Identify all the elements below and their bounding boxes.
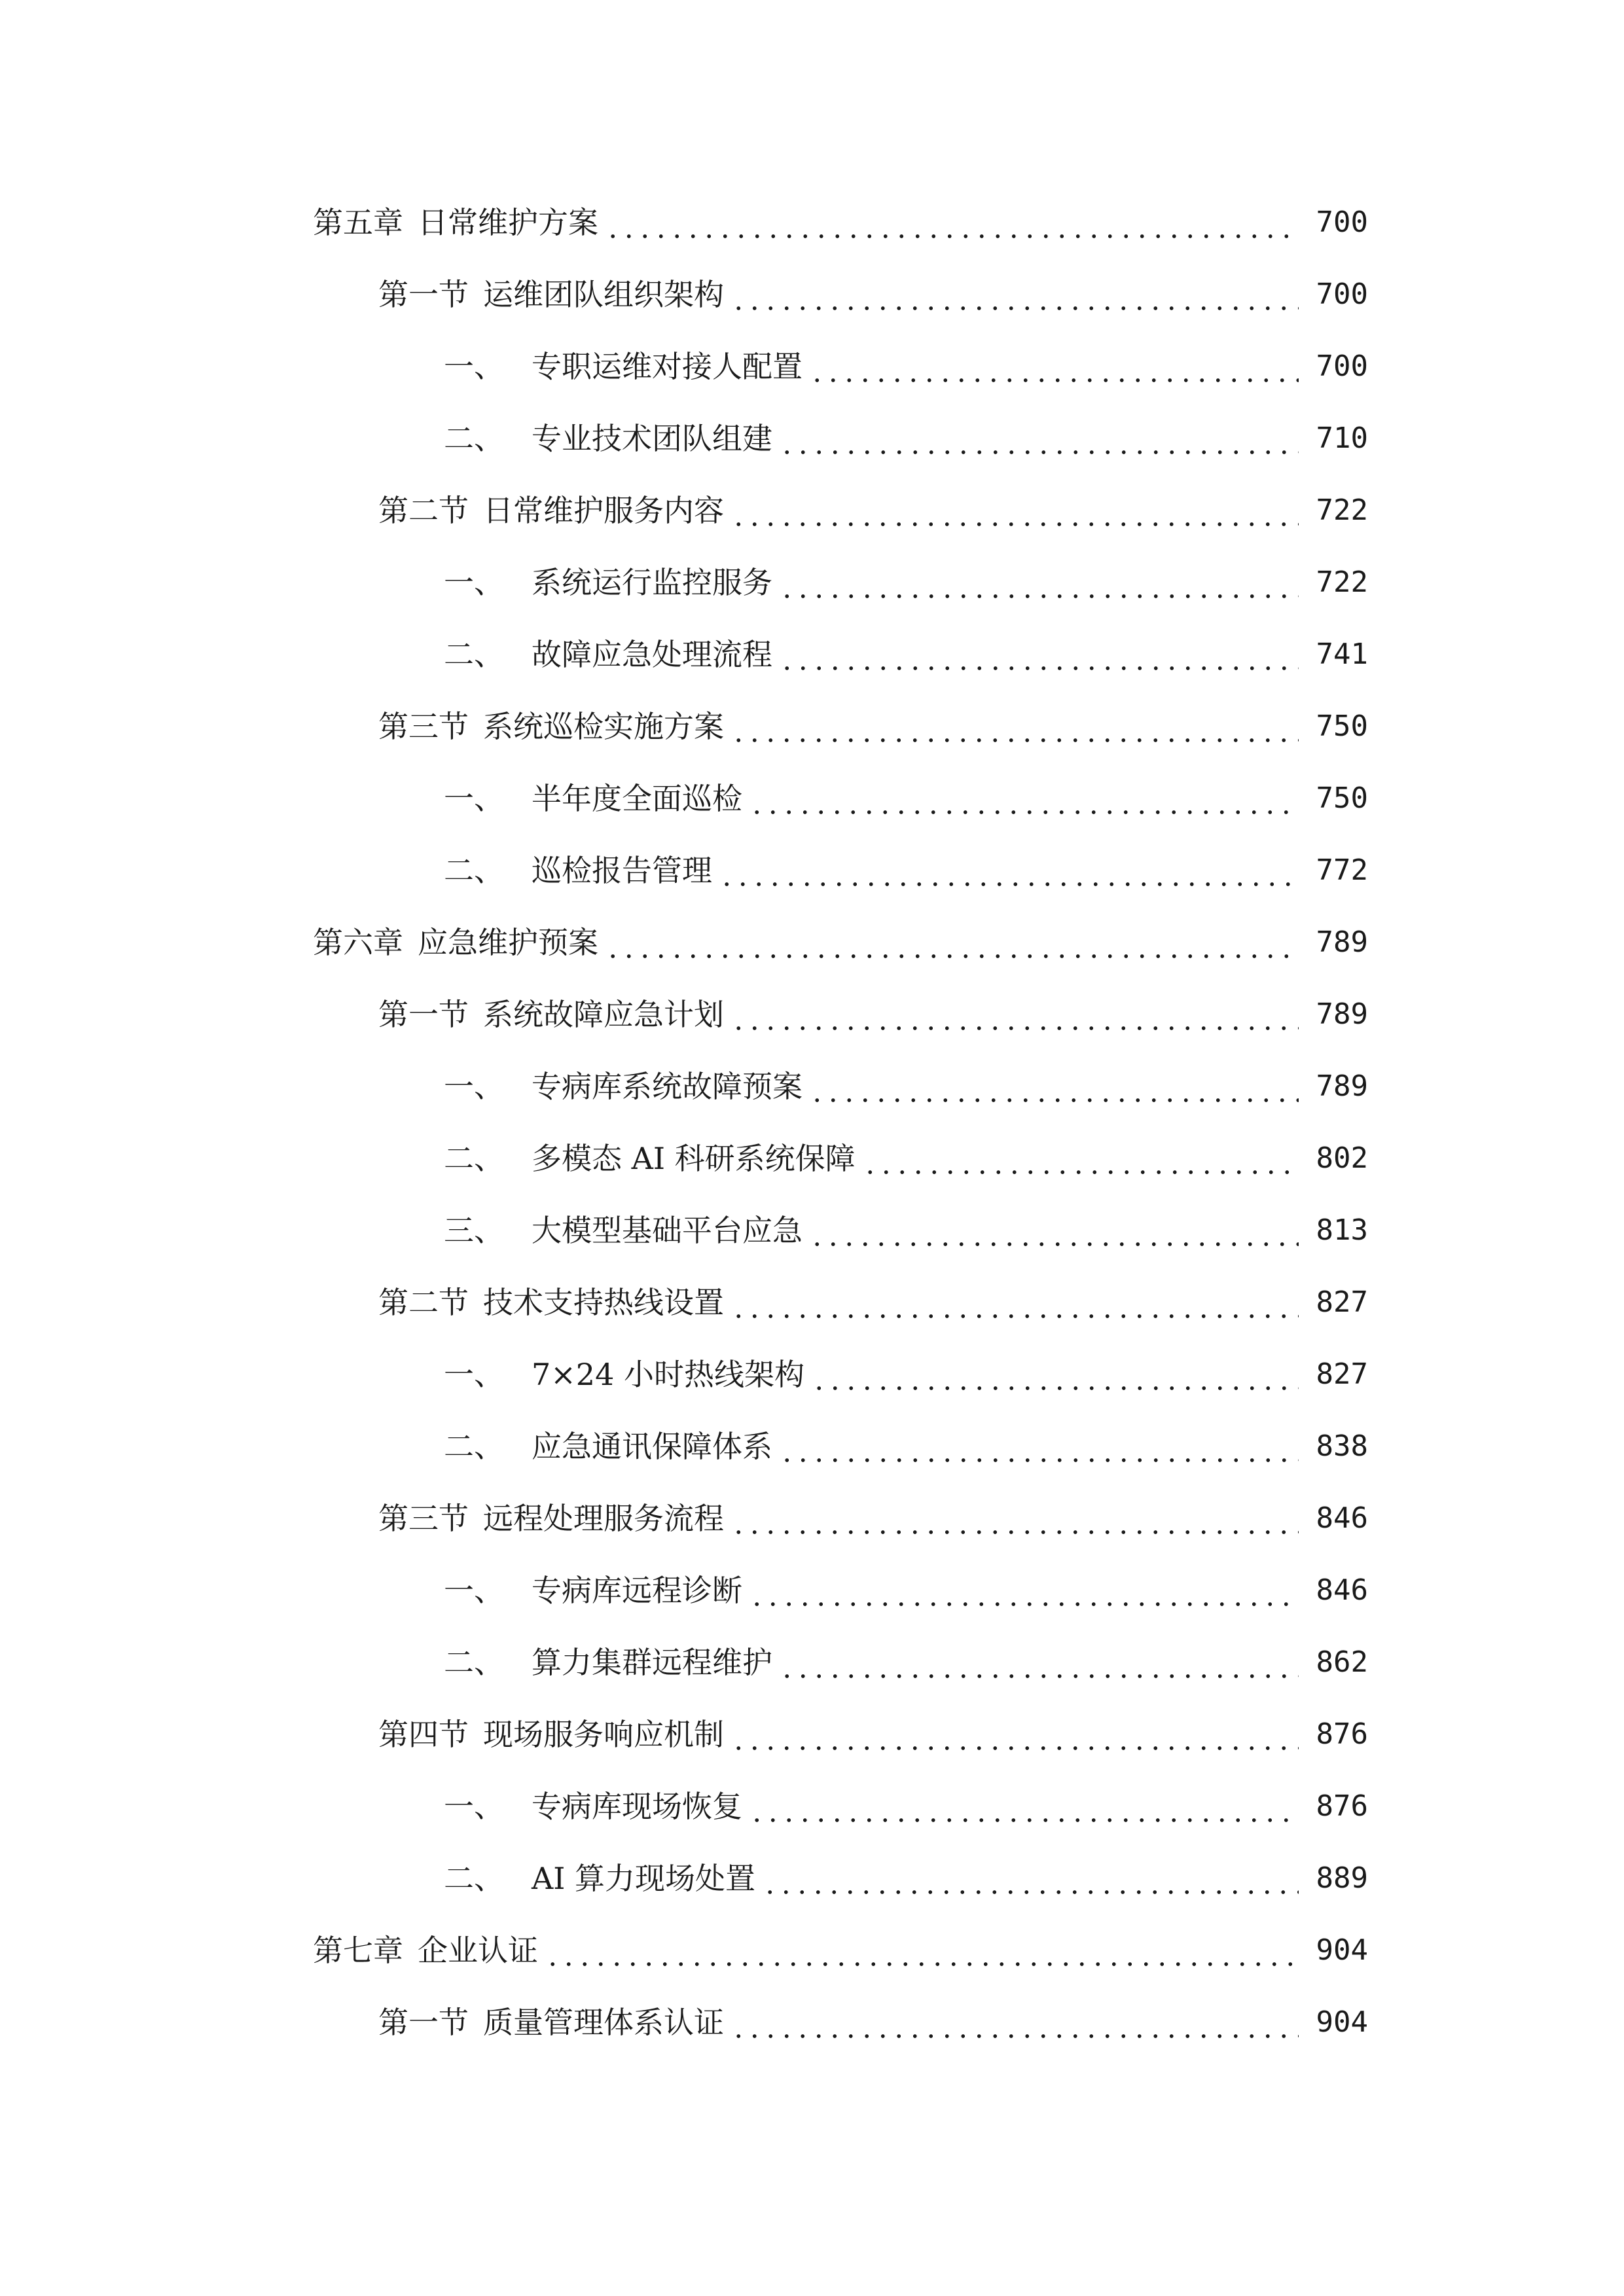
toc-entry-label bbox=[444, 1348, 804, 1401]
toc-entry-title: 巡检报告管理 bbox=[532, 853, 712, 888]
toc-entry-title: AI 算力现场处置 bbox=[532, 1861, 756, 1896]
toc-entry-number: 第六章 bbox=[313, 925, 403, 960]
toc-entry-number: 二、 bbox=[444, 1141, 504, 1176]
toc-entry-title: 专病库现场恢复 bbox=[532, 1789, 742, 1824]
toc-entry-page: 710 bbox=[1316, 422, 1368, 455]
toc-entry-number: 二、 bbox=[444, 1429, 504, 1464]
toc-entry-page: 827 bbox=[1316, 1357, 1368, 1391]
toc-entry-title: 7×24 小时热线架构 bbox=[532, 1357, 804, 1392]
toc-entry-title: 企业认证 bbox=[418, 1933, 538, 1968]
toc-entry-page: 750 bbox=[1316, 781, 1368, 815]
toc-entry-number: 第一节 bbox=[378, 997, 469, 1032]
toc-entry-subsection[interactable] bbox=[444, 556, 1368, 609]
toc-entry-subsection[interactable] bbox=[444, 412, 1368, 465]
toc-entry-section[interactable] bbox=[378, 268, 1368, 321]
toc-entry-label bbox=[444, 1780, 742, 1833]
toc-entry-label bbox=[444, 1636, 772, 1689]
toc-entry-chapter[interactable] bbox=[313, 1924, 1368, 1977]
toc-entry-title: 远程处理服务流程 bbox=[483, 1501, 724, 1536]
toc-entry-subsection[interactable] bbox=[444, 844, 1368, 897]
toc-entry-number: 第一节 bbox=[378, 277, 469, 312]
toc-entry-subsection[interactable] bbox=[444, 1204, 1368, 1257]
toc-entry-label bbox=[378, 1996, 724, 2049]
dot-leader bbox=[719, 844, 1299, 897]
dot-leader bbox=[731, 1492, 1299, 1545]
toc-entry-number: 二、 bbox=[444, 421, 504, 456]
toc-entry-subsection[interactable] bbox=[444, 1132, 1368, 1185]
toc-entry-title: 大模型基础平台应急 bbox=[532, 1213, 803, 1248]
toc-entry-number: 第四节 bbox=[378, 1717, 469, 1752]
toc-entry-title: 现场服务响应机制 bbox=[483, 1717, 724, 1752]
toc-entry-number: 二、 bbox=[444, 853, 504, 888]
toc-entry-page: 789 bbox=[1316, 925, 1368, 959]
toc-entry-number: 一、 bbox=[444, 781, 504, 816]
toc-entry-label bbox=[444, 340, 803, 393]
dot-leader bbox=[779, 628, 1299, 681]
toc-entry-section[interactable] bbox=[378, 1276, 1368, 1329]
toc-entry-section[interactable] bbox=[378, 1492, 1368, 1545]
toc-entry-page: 904 bbox=[1316, 2005, 1368, 2039]
toc-entry-page: 846 bbox=[1316, 1501, 1368, 1535]
dot-leader bbox=[749, 1780, 1299, 1833]
toc-entry-page: 813 bbox=[1316, 1213, 1368, 1247]
dot-leader bbox=[731, 484, 1299, 537]
toc-entry-label bbox=[378, 1708, 724, 1761]
toc-entry-title: 算力集群远程维护 bbox=[532, 1645, 772, 1680]
toc-entry-subsection[interactable] bbox=[444, 1636, 1368, 1689]
toc-entry-number: 一、 bbox=[444, 1069, 504, 1104]
toc-entry-label bbox=[378, 1276, 724, 1329]
toc-entry-label bbox=[444, 628, 772, 681]
dot-leader bbox=[731, 700, 1299, 753]
toc-entry-title: 系统故障应急计划 bbox=[483, 997, 724, 1032]
toc-entry-title: 系统运行监控服务 bbox=[532, 565, 772, 600]
toc-entry-subsection[interactable] bbox=[444, 1348, 1368, 1401]
dot-leader bbox=[779, 412, 1299, 465]
toc-entry-page: 889 bbox=[1316, 1861, 1368, 1895]
toc-entry-subsection[interactable] bbox=[444, 772, 1368, 825]
toc-entry-label bbox=[444, 1852, 755, 1905]
toc-entry-title: 应急通讯保障体系 bbox=[532, 1429, 772, 1464]
toc-entry-page: 741 bbox=[1316, 637, 1368, 671]
toc-entry-section[interactable] bbox=[378, 988, 1368, 1041]
toc-entry-label bbox=[444, 772, 742, 825]
toc-entry-title: 应急维护预案 bbox=[418, 925, 598, 960]
toc-entry-page: 789 bbox=[1316, 1069, 1368, 1103]
toc-entry-label bbox=[444, 1060, 803, 1113]
dot-leader bbox=[809, 1204, 1299, 1257]
dot-leader bbox=[862, 1132, 1299, 1185]
toc-entry-page: 802 bbox=[1316, 1141, 1368, 1175]
toc-entry-page: 838 bbox=[1316, 1429, 1368, 1463]
dot-leader bbox=[779, 1420, 1299, 1473]
dot-leader bbox=[731, 1276, 1299, 1329]
toc-entry-page: 700 bbox=[1316, 278, 1368, 311]
toc-entry-page: 700 bbox=[1316, 206, 1368, 239]
toc-entry-title: 多模态 AI 科研系统保障 bbox=[532, 1141, 856, 1176]
dot-leader bbox=[809, 340, 1299, 393]
toc-entry-number: 二、 bbox=[444, 1861, 504, 1896]
toc-entry-title: 专职运维对接人配置 bbox=[532, 349, 803, 384]
toc-entry-page: 789 bbox=[1316, 997, 1368, 1031]
toc-entry-section[interactable] bbox=[378, 700, 1368, 753]
toc-entry-label bbox=[378, 700, 724, 753]
dot-leader bbox=[731, 268, 1299, 321]
toc-entry-chapter[interactable] bbox=[313, 196, 1368, 249]
dot-leader bbox=[605, 916, 1299, 969]
toc-entry-section[interactable] bbox=[378, 1708, 1368, 1761]
toc-entry-label bbox=[444, 412, 772, 465]
toc-entry-label bbox=[313, 916, 598, 969]
toc-entry-title: 技术支持热线设置 bbox=[483, 1285, 724, 1320]
toc-entry-label bbox=[378, 1492, 724, 1545]
toc-entry-title: 系统巡检实施方案 bbox=[483, 709, 724, 744]
toc-entry-number: 一、 bbox=[444, 1357, 504, 1392]
toc-entry-title: 故障应急处理流程 bbox=[532, 637, 772, 672]
toc-entry-label bbox=[444, 1204, 803, 1257]
toc-entry-number: 二、 bbox=[444, 1645, 504, 1680]
toc-entry-section[interactable] bbox=[378, 484, 1368, 537]
dot-leader bbox=[779, 1636, 1299, 1689]
toc-entry-number: 一、 bbox=[444, 349, 504, 384]
dot-leader bbox=[731, 988, 1299, 1041]
toc-entry-subsection[interactable] bbox=[444, 1852, 1368, 1905]
dot-leader bbox=[731, 1708, 1299, 1761]
toc-entry-subsection[interactable] bbox=[444, 1060, 1368, 1113]
dot-leader bbox=[809, 1060, 1299, 1113]
toc-entry-title: 专业技术团队组建 bbox=[532, 421, 772, 456]
toc-entry-subsection[interactable] bbox=[444, 1780, 1368, 1833]
toc-entry-title: 专病库系统故障预案 bbox=[532, 1069, 803, 1104]
toc-entry-page: 827 bbox=[1316, 1285, 1368, 1319]
toc-entry-title: 专病库远程诊断 bbox=[532, 1573, 742, 1608]
toc-entry-subsection[interactable] bbox=[444, 628, 1368, 681]
toc-entry-title: 质量管理体系认证 bbox=[483, 2005, 724, 2040]
toc-entry-subsection[interactable] bbox=[444, 1564, 1368, 1617]
toc-entry-page: 876 bbox=[1316, 1717, 1368, 1751]
toc-entry-label bbox=[313, 1924, 538, 1977]
toc-entry-label bbox=[444, 1132, 856, 1185]
toc-entry-number: 第五章 bbox=[313, 205, 403, 240]
dot-leader bbox=[605, 196, 1299, 249]
toc-entry-page: 862 bbox=[1316, 1645, 1368, 1679]
toc-entry-number: 二、 bbox=[444, 637, 504, 672]
toc-entry-page: 772 bbox=[1316, 853, 1368, 887]
toc-entry-number: 三、 bbox=[444, 1213, 504, 1248]
dot-leader bbox=[749, 1564, 1299, 1617]
toc-entry-number: 第一节 bbox=[378, 2005, 469, 2040]
toc-entry-page: 876 bbox=[1316, 1789, 1368, 1823]
toc-entry-page: 750 bbox=[1316, 709, 1368, 743]
toc-entry-number: 一、 bbox=[444, 565, 504, 600]
toc-entry-label bbox=[313, 196, 598, 249]
toc-entry-chapter[interactable] bbox=[313, 916, 1368, 969]
toc-entry-title: 半年度全面巡检 bbox=[532, 781, 742, 816]
toc-entry-section[interactable] bbox=[378, 1996, 1368, 2049]
toc-entry-title: 日常维护服务内容 bbox=[483, 493, 724, 528]
dot-leader bbox=[545, 1924, 1299, 1977]
toc-entry-page: 700 bbox=[1316, 350, 1368, 383]
toc-entry-page: 846 bbox=[1316, 1573, 1368, 1607]
toc-entry-number: 第二节 bbox=[378, 493, 469, 528]
dot-leader bbox=[779, 556, 1299, 609]
dot-leader bbox=[731, 1996, 1299, 2049]
toc-entry-number: 第七章 bbox=[313, 1933, 403, 1968]
toc-entry-label bbox=[444, 844, 712, 897]
toc-entry-subsection[interactable] bbox=[444, 1420, 1368, 1473]
toc-entry-label bbox=[378, 268, 724, 321]
toc-entry-label bbox=[444, 1564, 742, 1617]
toc-entry-number: 一、 bbox=[444, 1573, 504, 1608]
dot-leader bbox=[762, 1852, 1299, 1905]
toc-entry-page: 904 bbox=[1316, 1933, 1368, 1967]
toc-entry-label bbox=[444, 556, 772, 609]
toc-entry-number: 第二节 bbox=[378, 1285, 469, 1320]
toc-entry-page: 722 bbox=[1316, 493, 1368, 527]
toc-entry-subsection[interactable] bbox=[444, 340, 1368, 393]
toc-entry-title: 运维团队组织架构 bbox=[483, 277, 724, 312]
toc-entry-number: 第三节 bbox=[378, 1501, 469, 1536]
toc-entry-number: 第三节 bbox=[378, 709, 469, 744]
toc-entry-label bbox=[378, 988, 724, 1041]
dot-leader bbox=[811, 1348, 1299, 1401]
toc-entry-label bbox=[444, 1420, 772, 1473]
toc-entry-number: 一、 bbox=[444, 1789, 504, 1824]
toc-entry-label bbox=[378, 484, 724, 537]
dot-leader bbox=[749, 772, 1299, 825]
toc-entry-title: 日常维护方案 bbox=[418, 205, 598, 240]
toc-entry-page: 722 bbox=[1316, 565, 1368, 599]
